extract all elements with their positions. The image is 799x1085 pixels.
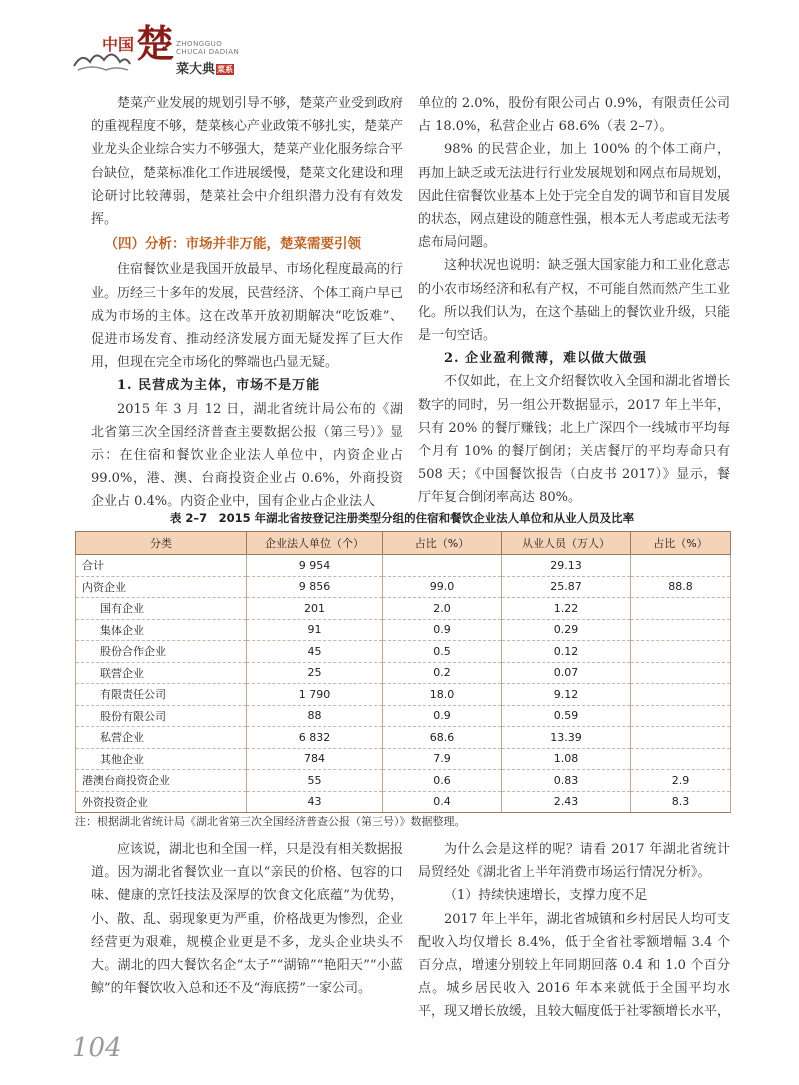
subsection-heading: 2. 企业盈利微薄，难以做大做强	[444, 351, 648, 367]
paragraph: 这种状况也说明：缺乏强大国家能力和工业化意志的小农市场经济和私有产权，不可能自然而然产生工业化。所以我们认为，在这个基础上的餐饮业升级，只能是一句空话。	[418, 258, 731, 344]
table-cell	[631, 619, 731, 641]
table-cell: 0.07	[502, 662, 631, 684]
table-cell	[631, 705, 731, 727]
table-title: 表 2–7 2015 年湖北省按登记注册类型分组的住宿和餐饮企业法人单位和从业人员及比率	[169, 511, 635, 525]
table-cell	[631, 555, 731, 577]
table-cell	[383, 555, 502, 577]
logo-chu-character: 楚	[136, 21, 175, 66]
right-column-bottom	[418, 838, 730, 1024]
left-column-bottom	[91, 838, 403, 1000]
paragraph: 2017 年上半年，湖北省城镇和乡村居民人均可支配收入均仅增长 8.4%，低于全省社零额增幅 3.4 个百分点，增速分别较上年同期回落 0.4 和 1.0 个百分点。城乡居民收入 2016 年本来就低于全国平均水平，现又增长放缓，且较大幅度低于社零额增长水平，	[418, 911, 731, 1020]
table-cell: 1.22	[502, 598, 631, 620]
table-row	[76, 705, 731, 727]
paragraph: 楚菜产业发展的规划引导不够，楚菜产业受到政府的重视程度不够，楚菜核心产业政策不够扎实，楚菜产业龙头企业综合实力不够强大，楚菜产业化服务综合平台缺位，楚菜标准化工作进展缓慢，楚菜文化建设和理论研讨比较薄弱，楚菜社会中介组织潜力没有有效发挥。	[91, 96, 404, 228]
left-column-top	[91, 92, 403, 514]
table-cell: 0.9	[383, 705, 502, 727]
table-cell	[631, 662, 731, 684]
column-header: 占比（%）	[631, 532, 731, 555]
table-cell	[631, 684, 731, 706]
table-cell: 0.6	[383, 770, 502, 792]
row-label-cell: 私营企业	[76, 727, 247, 749]
table-row	[76, 662, 731, 684]
table-cell: 18.0	[383, 684, 502, 706]
table-cell: 55	[247, 770, 383, 792]
row-label-cell: 股份合作企业	[76, 641, 247, 663]
table-cell: 2.0	[383, 598, 502, 620]
subsection-heading: 1. 民营成为主体，市场不是万能	[117, 378, 321, 394]
table-cell: 201	[247, 598, 383, 620]
table-note: 注：根据湖北省统计局《湖北省第三次全国经济普查公报（第三号）》数据整理。	[75, 815, 466, 828]
table-cell: 99.0	[383, 576, 502, 598]
table-row	[76, 684, 731, 706]
column-header: 占比（%）	[383, 532, 502, 555]
row-label-cell: 其他企业	[76, 748, 247, 770]
table-cell: 88.8	[631, 576, 731, 598]
table-cell: 0.59	[502, 705, 631, 727]
table-cell: 43	[247, 791, 383, 813]
row-label-cell: 内资企业	[76, 576, 247, 598]
table-cell: 2.43	[502, 791, 631, 813]
table-row	[76, 576, 731, 598]
data-table	[75, 531, 731, 813]
table-row	[76, 727, 731, 749]
row-label-cell: 外资投资企业	[76, 791, 247, 813]
table-cell: 91	[247, 619, 383, 641]
table-cell: 7.9	[383, 748, 502, 770]
row-label-cell: 有限责任公司	[76, 684, 247, 706]
table-cell: 1.08	[502, 748, 631, 770]
table-cell: 25.87	[502, 576, 631, 598]
paragraph: 住宿餐饮业是我国开放最早、市场化程度最高的行业。历经三十多年的发展，民营经济、个体工商户早已成为市场的主体。这在改革开放初期解决“吃饭难”、促进市场发育、推动经济发展方面无疑发挥了巨大作用，但现在完全市场化的弊端也凸显无疑。	[91, 262, 404, 371]
table-cell: 9.12	[502, 684, 631, 706]
table-header-row	[76, 532, 731, 555]
logo-china-text: 中国	[102, 35, 135, 54]
logo-subtitle: 菜大典 菜系	[176, 62, 234, 77]
table-cell: 68.6	[383, 727, 502, 749]
table-row	[76, 748, 731, 770]
table-row	[76, 641, 731, 663]
column-header: 企业法人单位（个）	[247, 532, 383, 555]
table-row	[76, 598, 731, 620]
table-row	[76, 619, 731, 641]
table-cell: 0.9	[383, 619, 502, 641]
paragraph: 2015 年 3 月 12 日，湖北省统计局公布的《湖北省第三次全国经济普查主要数据公报（第三号）》显示：在住宿和餐饮业企业法人单位中，内资企业占 99.0%，港、澳、台商投资企业占 0.6%，外商投资企业占 0.4%。内资企业中，国有企业占企业法人	[91, 401, 403, 510]
table-cell: 9 856	[247, 576, 383, 598]
table-cell: 0.5	[383, 641, 502, 663]
table-cell: 8.3	[631, 791, 731, 813]
table-cell	[631, 727, 731, 749]
table-row	[76, 791, 731, 813]
paragraph: 不仅如此，在上文介绍餐饮收入全国和湖北省增长数字的同时，另一组公开数据显示，2017 年上半年，只有 20% 的餐厅赚钱；北上广深四个一线城市平均每个月有 10% 的餐厅倒闭；关店餐厅的平均寿命只有 508 天；《中国餐饮报告（白皮书 2017）》显示，餐厅年复合倒闭率高达 80%。	[418, 374, 731, 506]
logo-english-text: ZHONGGUO CHUCAI DADIAN	[176, 40, 240, 56]
row-label-cell: 国有企业	[76, 598, 247, 620]
paragraph: 为什么会是这样的呢？请看 2017 年湖北省统计局贸经处《湖北省上半年消费市场运行情况分析》。	[418, 842, 730, 881]
column-header: 分类	[76, 532, 247, 555]
table-cell: 1 790	[247, 684, 383, 706]
table-cell: 25	[247, 662, 383, 684]
subsection-heading: （1）持续快速增长，支撑力度不足	[444, 888, 648, 904]
row-label-cell: 集体企业	[76, 619, 247, 641]
table-cell: 6 832	[247, 727, 383, 749]
page-number: 104	[72, 1033, 122, 1063]
table-cell: 13.39	[502, 727, 631, 749]
table-cell: 784	[247, 748, 383, 770]
logo-stamp: 菜系	[217, 64, 234, 74]
table-row	[76, 770, 731, 792]
table-cell: 45	[247, 641, 383, 663]
table-cell: 2.9	[631, 770, 731, 792]
row-label-cell: 股份有限公司	[76, 705, 247, 727]
row-label-cell: 港澳台商投资企业	[76, 770, 247, 792]
table-cell: 0.83	[502, 770, 631, 792]
column-header: 从业人员（万人）	[502, 532, 631, 555]
paragraph: 应该说，湖北也和全国一样，只是没有相关数据报道。因为湖北省餐饮业一直以“亲民的价格、包容的口味、健康的烹饪技法及深厚的饮食文化底蕴”为优势，小、散、乱、弱现象更为严重，价格战更为惨烈，企业经营更为艰难，规模企业更是不多，龙头企业块头不大。湖北的四大餐饮名企“太子”“湖锦”“艳阳天”“小蓝鲸”的年餐饮收入总和还不及“海底捞”一家公司。	[91, 842, 404, 997]
table-cell	[631, 641, 731, 663]
paragraph: 单位的 2.0%，股份有限公司占 0.9%，有限责任公司占 18.0%，私营企业占 68.6%（表 2–7）。	[418, 96, 730, 135]
table-cell: 0.4	[383, 791, 502, 813]
table-cell: 0.12	[502, 641, 631, 663]
table-body	[76, 555, 731, 813]
table-cell	[631, 748, 731, 770]
table-row	[76, 555, 731, 577]
table-cell: 0.2	[383, 662, 502, 684]
paragraph: 98% 的民营企业，加上 100% 的个体工商户，再加上缺乏或无法进行行业发展规划和网点布局规划，因此住宿餐饮业基本上处于完全自发的调节和盲目发展的状态，网点建设的随意性强，根本无人考虑或无法考虑布局问题。	[418, 142, 731, 251]
row-label-cell: 合计	[76, 555, 247, 577]
row-label-cell: 联营企业	[76, 662, 247, 684]
right-column-top	[418, 92, 730, 510]
table-cell	[631, 598, 731, 620]
table-cell: 88	[247, 705, 383, 727]
book-logo	[72, 22, 242, 80]
section-heading: （四）分析：市场并非万能，楚菜需要引领	[104, 236, 361, 253]
table-cell: 0.29	[502, 619, 631, 641]
table-cell: 9 954	[247, 555, 383, 577]
table-cell: 29.13	[502, 555, 631, 577]
